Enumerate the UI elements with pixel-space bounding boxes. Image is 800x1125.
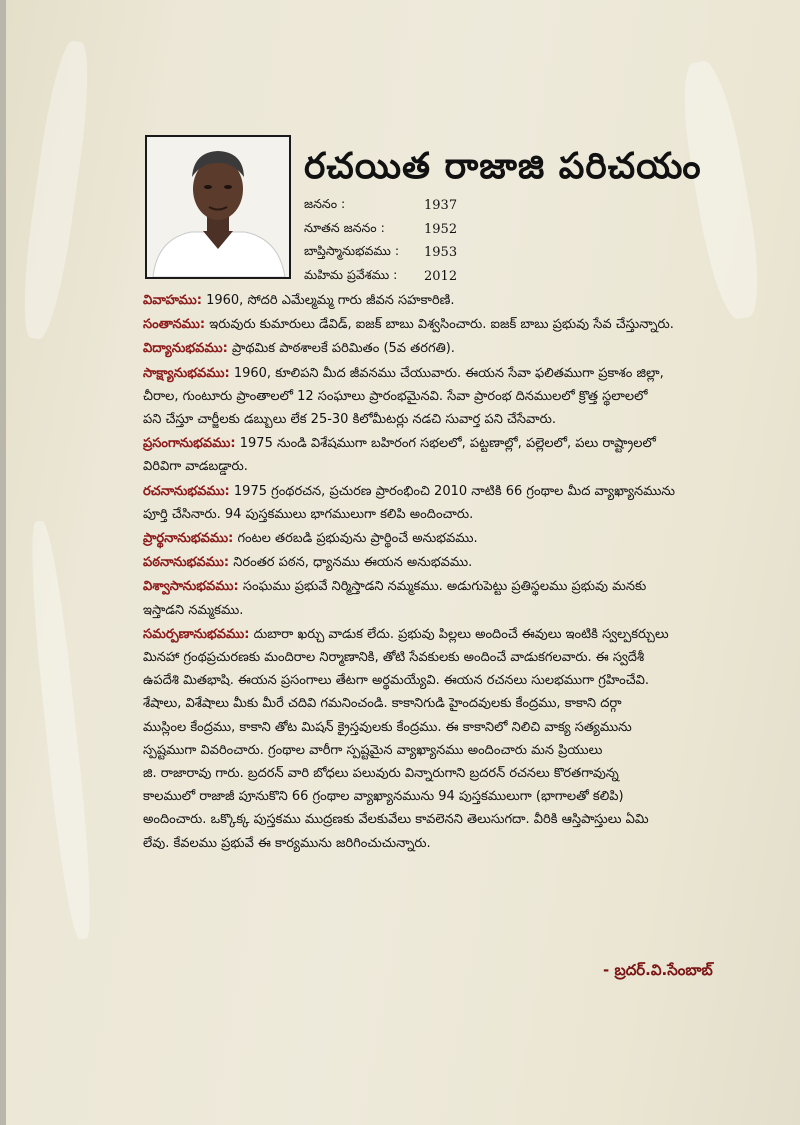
section-text: నిరంతర పఠన, ధ్యానము ఈయన అనుభవము.	[233, 555, 473, 571]
section-text: మినహా గ్రంథప్రచురణకు మందిరాల నిర్మాణానికి, తోటి సేవకులకు అందించే వాడుకగలవారు. ఈ స్వదేశీ	[143, 650, 645, 666]
section-label: రచనానుభవము:	[143, 483, 230, 499]
section-reading	[143, 551, 765, 574]
section-text: జి. రాజారావు గారు. బ్రదరన్ వారి బోధలు పలువురు విన్నారుగాని బ్రదరన్ రచనలు కొరతగావున్న	[143, 766, 619, 782]
section-text: ముస్లింల కేంద్రము, కాకాని తోట మిషన్ క్రైస్తవులకు కేంద్రము. ఈ కాకానిలో నిలిచి వాక్య సత్యమును	[143, 719, 632, 735]
section-testimony	[143, 362, 765, 432]
fact-label: నూతన జననం :	[304, 219, 385, 235]
author-facts	[304, 194, 457, 288]
fact-row	[304, 265, 457, 289]
section-text: సంఘము ప్రభువే నిర్మిస్తాడని నమ్మకము. అడుగుపెట్టు ప్రతిస్థలము ప్రభువు మనకు	[242, 579, 647, 595]
section-marriage	[143, 289, 765, 312]
fact-value: 2012	[424, 268, 458, 284]
section-label: ప్రార్థనానుభవము:	[143, 531, 234, 547]
section-text: 1960, సోదరి ఎమేల్మమ్మ గారు జీవన సహకారిణి.	[206, 293, 455, 308]
section-prayer	[143, 527, 765, 550]
page-title: రచయిత రాజాజి పరిచయం	[304, 146, 702, 187]
section-label: విశ్వాసానుభవము:	[143, 579, 239, 595]
section-children	[143, 313, 765, 336]
section-text: ఇరువురు కుమారులు డేవిడ్, ఐజక్ బాబు విశ్వసించారు. ఐజక్ బాబు ప్రభువు సేవ చేస్తున్నారు.	[209, 317, 674, 333]
section-text: పని చేస్తూ చార్జీలకు డబ్బులు లేక 25-30 కిలోమీటర్లు నడచి సువార్త పని చేసేవారు.	[143, 412, 556, 428]
section-text: దుబారా ఖర్చు వాడుక లేదు. ప్రభువు పిల్లలు అందించే ఈవులు ఇంటికి స్వల్పకర్చులు	[253, 626, 669, 642]
fact-value: 1952	[424, 221, 458, 237]
section-text: ఉపదేశి మితభాషి. ఈయన ప్రసంగాలు తేటగా అర్థమయ్యేవి. ఈయన రచనలు సులభముగా గ్రహించేవి.	[143, 673, 649, 689]
fact-value: 1953	[424, 245, 458, 261]
section-faith	[143, 575, 765, 621]
section-text: 1975 గ్రంథరచన, ప్రచురణ ప్రారంభించి 2010 నాటికి 66 గ్రంథాల మీద వ్యాఖ్యానమును	[233, 483, 676, 499]
fact-row	[304, 241, 457, 265]
section-preaching	[143, 432, 765, 478]
fact-row	[304, 194, 457, 218]
section-label: వివాహము:	[143, 293, 202, 308]
paper-texture	[24, 520, 98, 941]
fact-label: బాప్తిస్మానుభవము :	[304, 243, 400, 259]
section-text: కాలములో రాజాజీ పూనుకొని 66 గ్రంథాల వ్యాఖ్యానమును 94 పుస్తకములుగా (భాగాలతో కలిపి)	[143, 789, 624, 805]
section-text: ప్రాథమిక పాఠశాలకే పరిమితం (5వ తరగతి).	[231, 341, 455, 357]
paper-texture	[15, 39, 96, 342]
author-photo	[145, 135, 291, 279]
section-text: విరివిగా వాడబడ్డారు.	[143, 459, 248, 475]
book-page	[6, 0, 800, 1125]
section-label: పఠనానుభవము:	[143, 555, 230, 571]
section-text: పూర్తి చేసినారు. 94 పుస్తకములు భాగములుగా కలిపి అందించారు.	[143, 506, 474, 522]
fact-label: మహిమ ప్రవేశము :	[304, 266, 398, 282]
section-label: సంతానము:	[143, 317, 206, 333]
section-text: అందించారు. ఒక్కొక్క పుస్తకము ముద్రణకు వేలకువేలు కావలెనని తెలుసుగదా. వీరికి ఆస్తిపాస్తులు ఏమి	[143, 812, 649, 828]
author-signature: - బ్రదర్.వి.సేంబాబ్	[603, 961, 713, 979]
section-label: సమర్పణానుభవము:	[143, 626, 250, 642]
fact-row	[304, 218, 457, 242]
section-text: గంటల తరబడి ప్రభువును ప్రార్థించే అనుభవము.	[237, 531, 478, 547]
section-text: 1975 నుండి విశేషముగా బహిరంగ సభలలో, పట్టణాల్లో, పల్లెలలో, పలు రాష్ట్రాలలో	[239, 436, 656, 452]
section-dedication	[143, 623, 765, 855]
fact-label: జననం :	[304, 196, 346, 212]
section-label: విద్యానుభవము:	[143, 341, 228, 357]
section-label: సాక్ష్యానుభవము:	[143, 365, 230, 381]
section-text: శేషాలు, విశేషాలు మీకు మీరే చదివి గమనించండి. కాకానిగుడి హైందవులకు కేంద్రము, కాకాని దర్గా	[143, 696, 622, 712]
section-writing	[143, 480, 765, 526]
section-text: చీరాల, గుంటూరు ప్రాంతాలలో 12 సంఘాలు ప్రారంభమైనవి. సేవా ప్రారంభ దినములలో క్రొత్త స్థలాలలో	[143, 388, 648, 404]
section-education	[143, 337, 765, 360]
fact-value: 1937	[424, 198, 458, 214]
biography-text	[143, 289, 765, 856]
section-text: స్పష్టముగా వివరించారు. గ్రంథాల వారీగా స్పష్టమైన వ్యాఖ్యానము అందించారు మన ప్రియులు	[143, 742, 603, 758]
section-text: ఇస్తాడని నమ్మకము.	[143, 602, 244, 618]
section-label: ప్రసంగానుభవము:	[143, 436, 236, 452]
section-text: 1960, కూలిపని మీద జీవనము చేయువారు. ఈయన సేవా ఫలితముగా ప్రకాశం జిల్లా,	[233, 365, 664, 381]
section-text: లేవు. కేవలము ప్రభువే ఈ కార్యమును జరిగించుచున్నారు.	[143, 835, 431, 851]
